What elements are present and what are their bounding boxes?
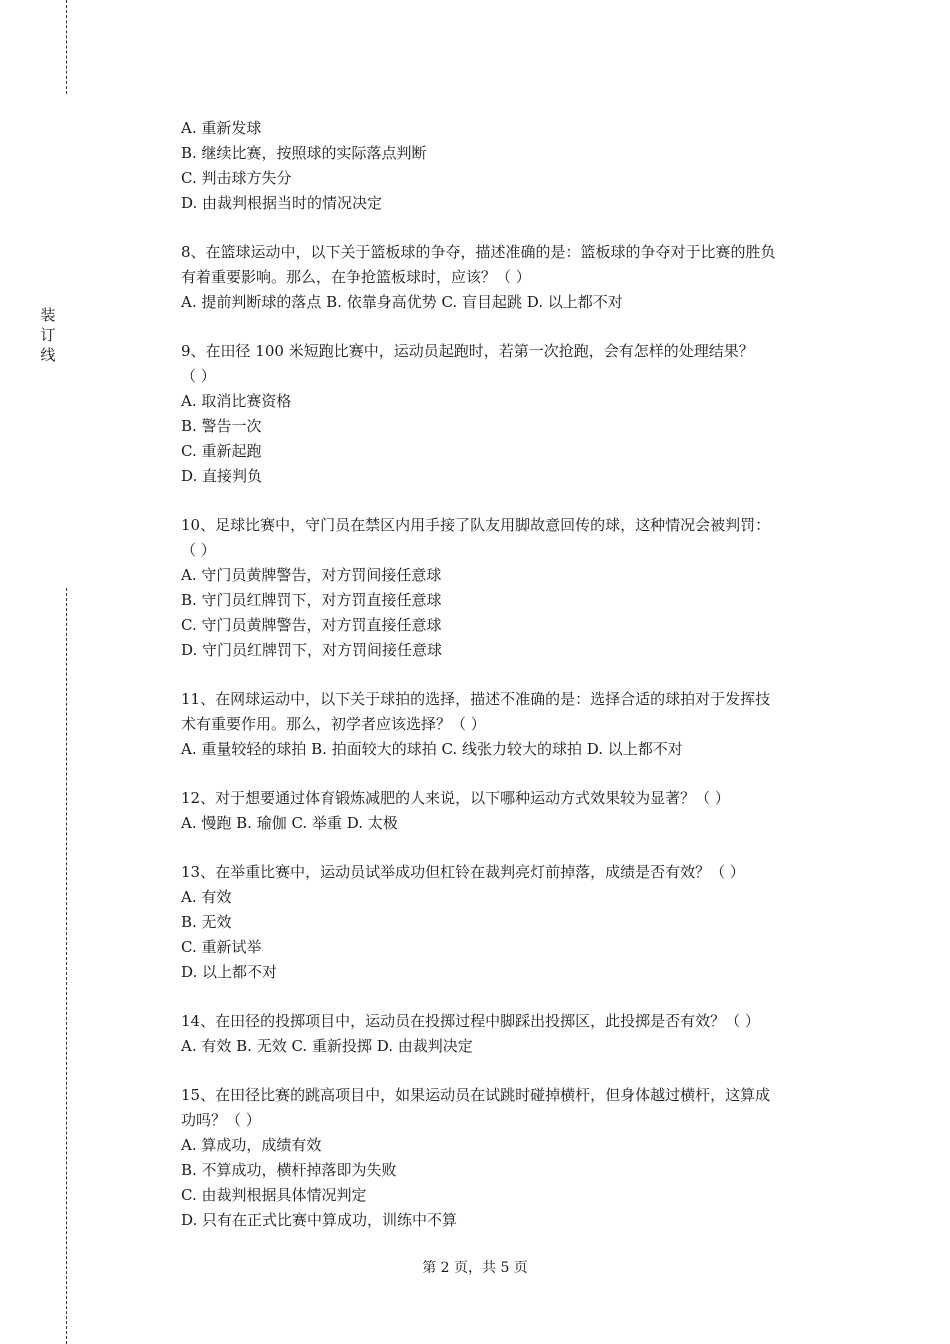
binding-char: 线: [40, 346, 56, 364]
option: B. 无效: [181, 913, 232, 931]
option: B. 警告一次: [181, 417, 262, 435]
options-line: A. 慢跑 B. 瑜伽 C. 举重 D. 太极: [181, 814, 398, 832]
question-8: [181, 240, 841, 315]
binding-label: [39, 305, 57, 365]
question-text: 8、在篮球运动中，以下关于篮板球的争夺，描述准确的是：篮板球的争夺对于比赛的胜负: [181, 243, 776, 261]
option: B. 守门员红牌罚下，对方罚直接任意球: [181, 591, 442, 609]
question-text: 10、足球比赛中，守门员在禁区内用手接了队友用脚故意回传的球，这种情况会被判罚：: [181, 516, 771, 534]
question-text: 13、在举重比赛中，运动员试举成功但杠铃在裁判亮灯前掉落，成绩是否有效？（ ）: [181, 863, 745, 881]
question-10: [181, 513, 841, 663]
question-text: 有着重要影响。那么，在争抢篮板球时，应该？（ ）: [181, 268, 531, 286]
question-text: （ ）: [181, 367, 216, 385]
option: B. 继续比赛，按照球的实际落点判断: [181, 144, 427, 162]
option: C. 判击球方失分: [181, 169, 292, 187]
option: C. 重新起跑: [181, 442, 262, 460]
option: C. 守门员黄牌警告，对方罚直接任意球: [181, 616, 442, 634]
binding-char: 订: [40, 326, 56, 344]
option: A. 守门员黄牌警告，对方罚间接任意球: [181, 566, 442, 584]
options-line: A. 重量较轻的球拍 B. 拍面较大的球拍 C. 线张力较大的球拍 D. 以上都不对: [181, 740, 683, 758]
question-text: 功吗？（ ）: [181, 1111, 261, 1129]
question-text: 9、在田径 100 米短跑比赛中，运动员起跑时，若第一次抢跑，会有怎样的处理结果？: [181, 342, 754, 360]
binding-line-bottom: [66, 588, 67, 1344]
binding-line-top: [66, 0, 67, 94]
option: D. 守门员红牌罚下，对方罚间接任意球: [181, 641, 443, 659]
question-14: [181, 1009, 841, 1059]
options-line: A. 有效 B. 无效 C. 重新投掷 D. 由裁判决定: [181, 1037, 473, 1055]
question-13: [181, 860, 841, 985]
binding-char: 装: [40, 306, 56, 324]
question-12: [181, 786, 841, 836]
option: C. 由裁判根据具体情况判定: [181, 1186, 367, 1204]
option: A. 有效: [181, 888, 232, 906]
question-11: [181, 687, 841, 762]
option: A. 取消比赛资格: [181, 392, 292, 410]
option: A. 算成功，成绩有效: [181, 1136, 322, 1154]
question-text: 术有重要作用。那么，初学者应该选择？（ ）: [181, 715, 486, 733]
question-text: 15、在田径比赛的跳高项目中，如果运动员在试跳时碰掉横杆，但身体越过横杆，这算成: [181, 1086, 771, 1104]
option: B. 不算成功，横杆掉落即为失败: [181, 1161, 397, 1179]
exam-content: [181, 116, 841, 1233]
option: D. 只有在正式比赛中算成功，训练中不算: [181, 1211, 458, 1229]
question-9: [181, 339, 841, 489]
options-line: A. 提前判断球的落点 B. 依靠身高优势 C. 盲目起跳 D. 以上都不对: [181, 293, 623, 311]
option: D. 由裁判根据当时的情况决定: [181, 194, 383, 212]
question-7-options: [181, 116, 841, 216]
question-text: 11、在网球运动中，以下关于球拍的选择，描述不准确的是：选择合适的球拍对于发挥技: [181, 690, 771, 708]
question-15: [181, 1083, 841, 1233]
page-footer: 第 2 页，共 5 页: [422, 1260, 528, 1276]
option: D. 以上都不对: [181, 963, 278, 981]
option: D. 直接判负: [181, 467, 263, 485]
option: C. 重新试举: [181, 938, 262, 956]
option: A. 重新发球: [181, 119, 262, 137]
question-text: （ ）: [181, 541, 216, 559]
question-text: 12、对于想要通过体育锻炼减肥的人来说，以下哪种运动方式效果较为显著？（ ）: [181, 789, 730, 807]
question-text: 14、在田径的投掷项目中，运动员在投掷过程中脚踩出投掷区，此投掷是否有效？（ ）: [181, 1012, 760, 1030]
